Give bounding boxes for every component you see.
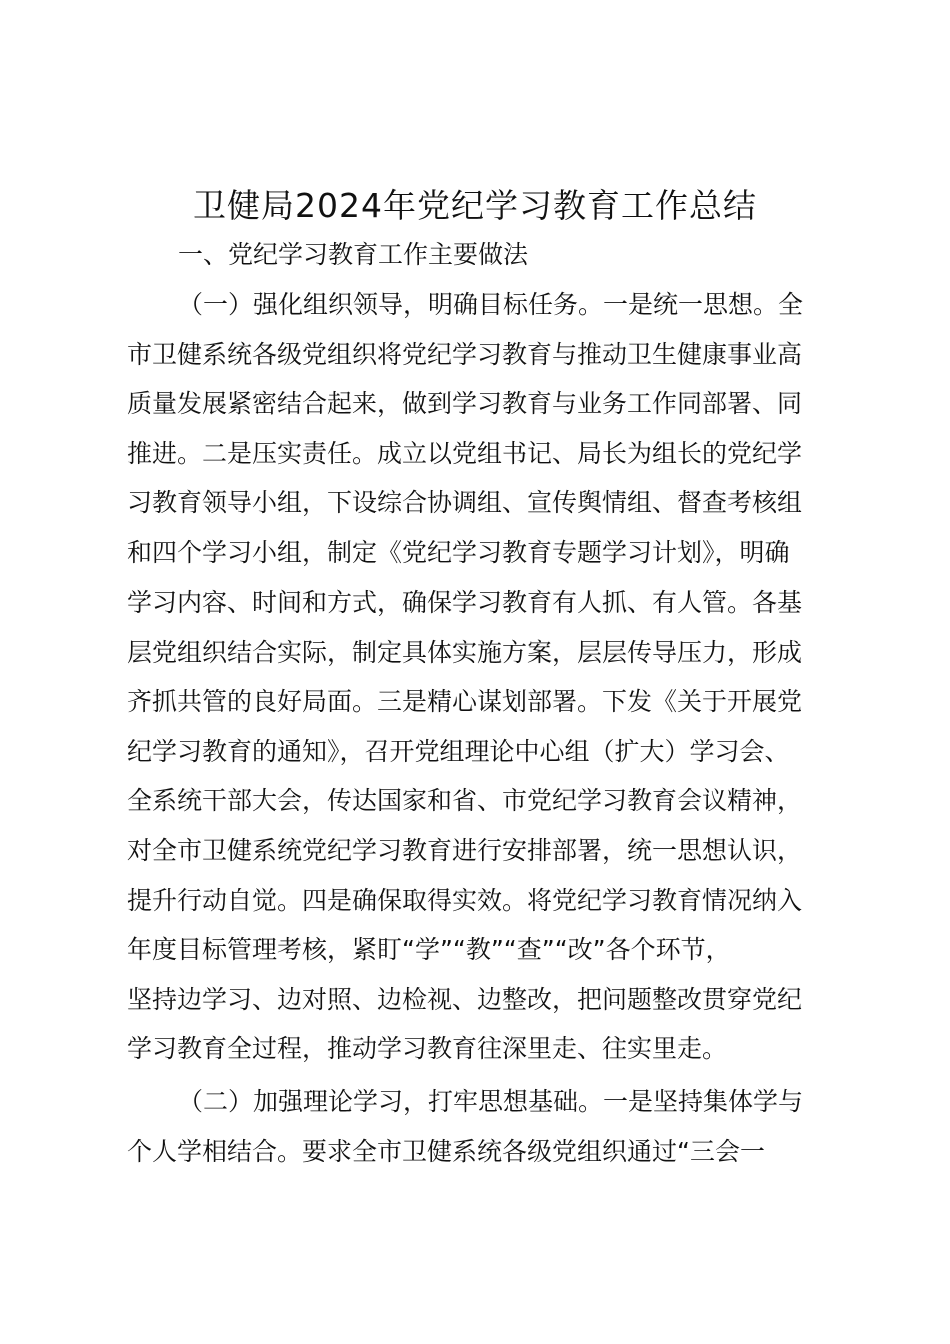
paragraph-line: 个人学相结合。要求全市卫健系统各级党组织通过“三会一 [127,1137,765,1166]
paragraph-line: 市卫健系统各级党组织将党纪学习教育与推动卫生健康事业高 [127,340,803,369]
paragraph-line: 学习教育全过程，推动学习教育往深里走、往实里走。 [127,1034,728,1063]
paragraph-line: 提升行动自觉。四是确保取得实效。将党纪学习教育情况纳入 [127,886,803,915]
paragraph-line: 层党组织结合实际，制定具体实施方案，层层传导压力，形成 [127,638,803,667]
paragraph-line: （一）强化组织领导，明确目标任务。一是统一思想。全 [178,290,804,319]
paragraph-line: 年度目标管理考核，紧盯“学”“教”“查”“改”各个环节， [127,935,731,964]
document-title: 卫健局2024年党纪学习教育工作总结 [193,186,757,225]
paragraph-line: 习教育领导小组，下设综合协调组、宣传舆情组、督查考核组 [127,488,803,517]
paragraph-line: 学习内容、时间和方式，确保学习教育有人抓、有人管。各基 [127,588,803,617]
paragraph-line: 质量发展紧密结合起来，做到学习教育与业务工作同部署、同 [127,389,803,418]
paragraph-line: （二）加强理论学习，打牢思想基础。一是坚持集体学与 [178,1087,804,1116]
paragraph-line: 全系统干部大会，传达国家和省、市党纪学习教育会议精神， [127,786,803,815]
paragraph-line: 推进。二是压实责任。成立以党组书记、局长为组长的党纪学 [127,439,803,468]
paragraph-line: 纪学习教育的通知》，召开党组理论中心组（扩大）学习会、 [127,737,790,766]
paragraph-line: 对全市卫健系统党纪学习教育进行安排部署，统一思想认识， [127,836,803,865]
paragraph-line: 齐抓共管的良好局面。三是精心谋划部署。下发《关于开展党 [127,687,803,716]
section-heading: 一、党纪学习教育工作主要做法 [178,240,529,269]
paragraph-line: 坚持边学习、边对照、边检视、边整改，把问题整改贯穿党纪 [127,985,803,1014]
paragraph-line: 和四个学习小组，制定《党纪学习教育专题学习计划》，明确 [127,538,790,567]
